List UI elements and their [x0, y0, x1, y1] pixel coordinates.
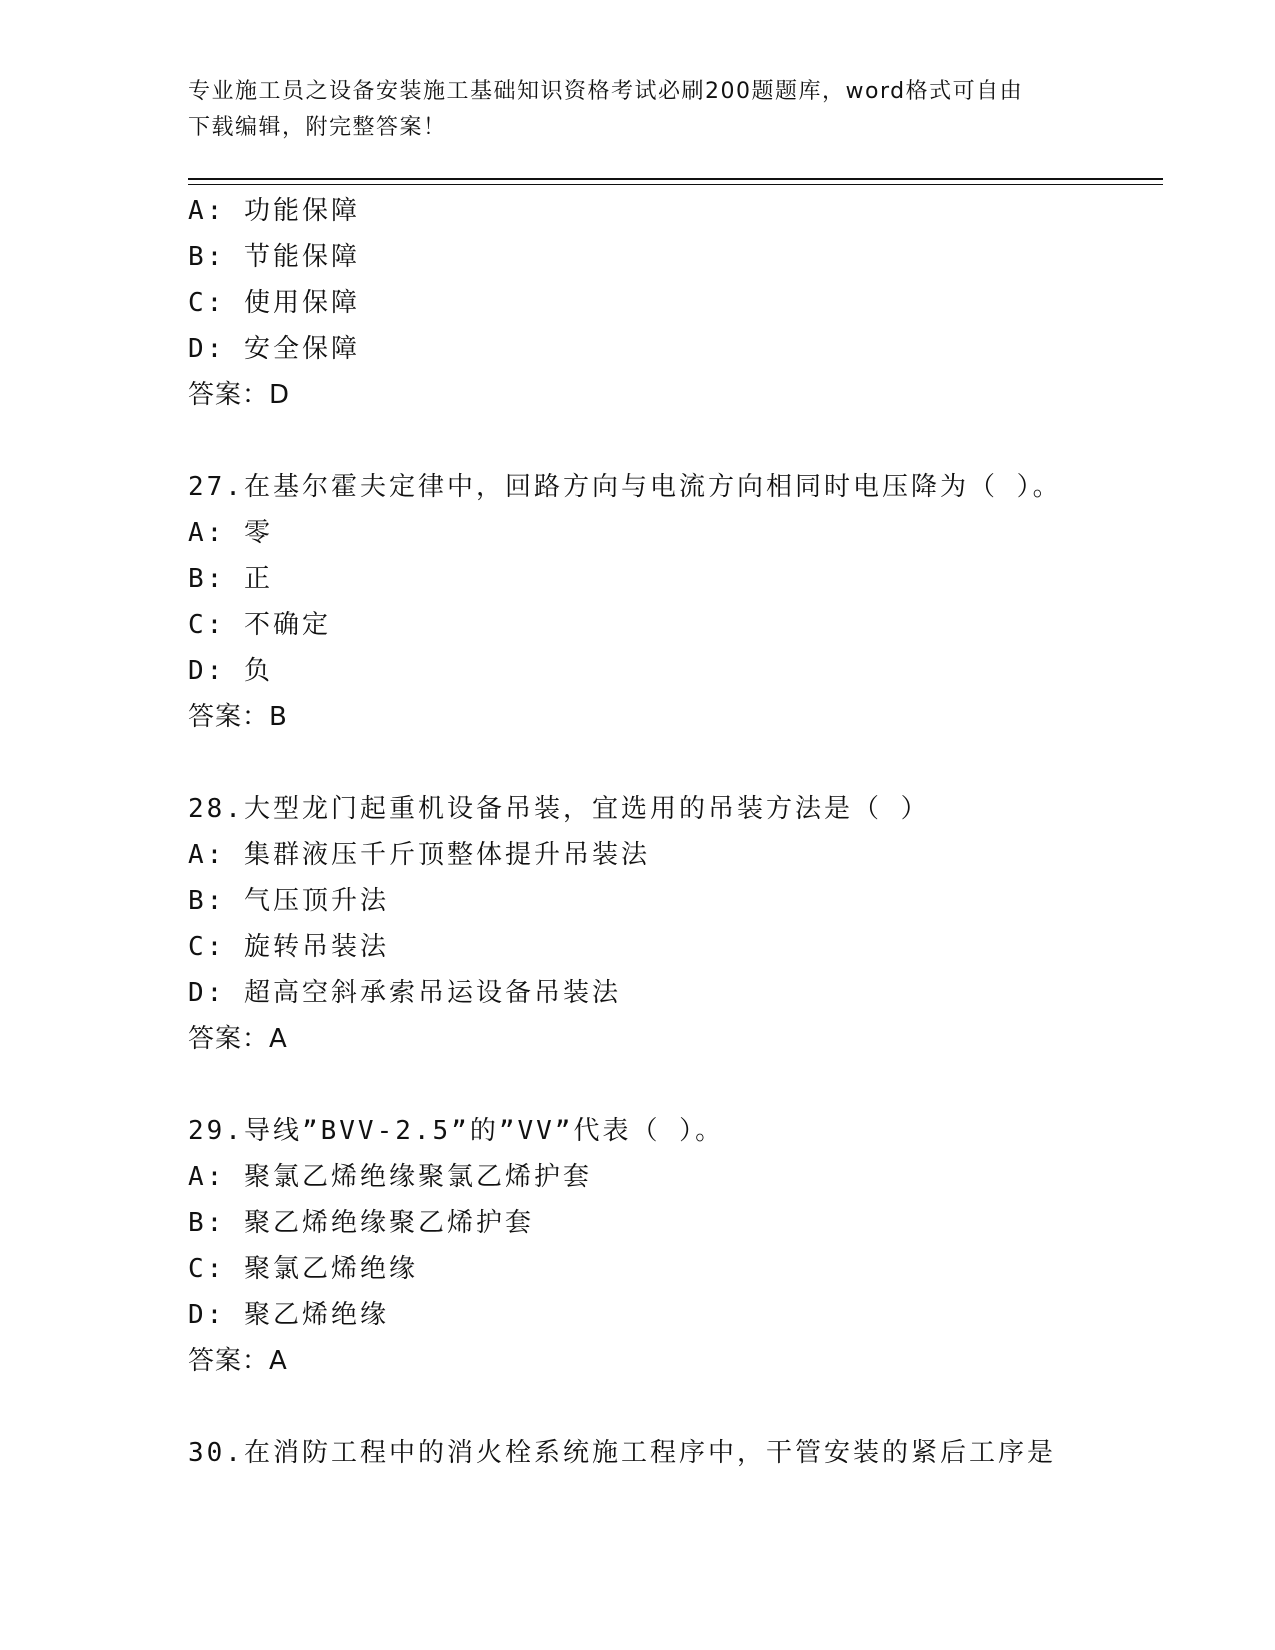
question-text: 30.在消防工程中的消火栓系统施工程序中，干管安装的紧后工序是: [188, 1438, 1056, 1468]
question-text: 29.导线”BVV-2.5”的”VV”代表（ ）。: [188, 1116, 725, 1146]
option-d: D: 安全保障: [188, 334, 360, 364]
option-d: D: 超高空斜承索吊运设备吊装法: [188, 978, 621, 1008]
spacer: [188, 1384, 1168, 1430]
option-c: C: 聚氯乙烯绝缘: [188, 1254, 418, 1284]
option-c: C: 使用保障: [188, 288, 360, 318]
question-27-block: [188, 464, 1168, 740]
spacer: [188, 1062, 1168, 1108]
option-a: A: 聚氯乙烯绝缘聚氯乙烯护套: [188, 1162, 592, 1192]
option-c: C: 旋转吊装法: [188, 932, 389, 962]
question-text: 28.大型龙门起重机设备吊装，宜选用的吊装方法是（ ）: [188, 794, 930, 824]
question-text: 27.在基尔霍夫定律中，回路方向与电流方向相同时电压降为（ ）。: [188, 472, 1062, 502]
option-a: A: 功能保障: [188, 196, 360, 226]
header-divider-thick: [188, 178, 1163, 180]
question-26-block: [188, 188, 1168, 418]
option-c: C: 不确定: [188, 610, 331, 640]
spacer: [188, 418, 1168, 464]
answer-line: 答案：A: [188, 1346, 288, 1376]
header-line-1: 专业施工员之设备安装施工基础知识资格考试必刷200题题库，word格式可自由: [188, 79, 1024, 104]
answer-line: 答案：B: [188, 702, 288, 732]
option-d: D: 负: [188, 656, 273, 686]
answer-line: 答案：D: [188, 380, 291, 410]
question-28-block: [188, 786, 1168, 1062]
option-b: B: 气压顶升法: [188, 886, 389, 916]
question-list: [188, 188, 1168, 1476]
header-divider-thin: [188, 184, 1163, 185]
option-a: A: 零: [188, 518, 273, 548]
answer-line: 答案：A: [188, 1024, 288, 1054]
header-line-2: 下载编辑，附完整答案！: [188, 115, 447, 140]
option-b: B: 正: [188, 564, 273, 594]
option-b: B: 节能保障: [188, 242, 360, 272]
option-b: B: 聚乙烯绝缘聚乙烯护套: [188, 1208, 534, 1238]
question-29-block: [188, 1108, 1168, 1384]
option-d: D: 聚乙烯绝缘: [188, 1300, 389, 1330]
option-a: A: 集群液压千斤顶整体提升吊装法: [188, 840, 650, 870]
question-30-block: [188, 1430, 1168, 1476]
spacer: [188, 740, 1168, 786]
document-header: [188, 74, 1088, 146]
